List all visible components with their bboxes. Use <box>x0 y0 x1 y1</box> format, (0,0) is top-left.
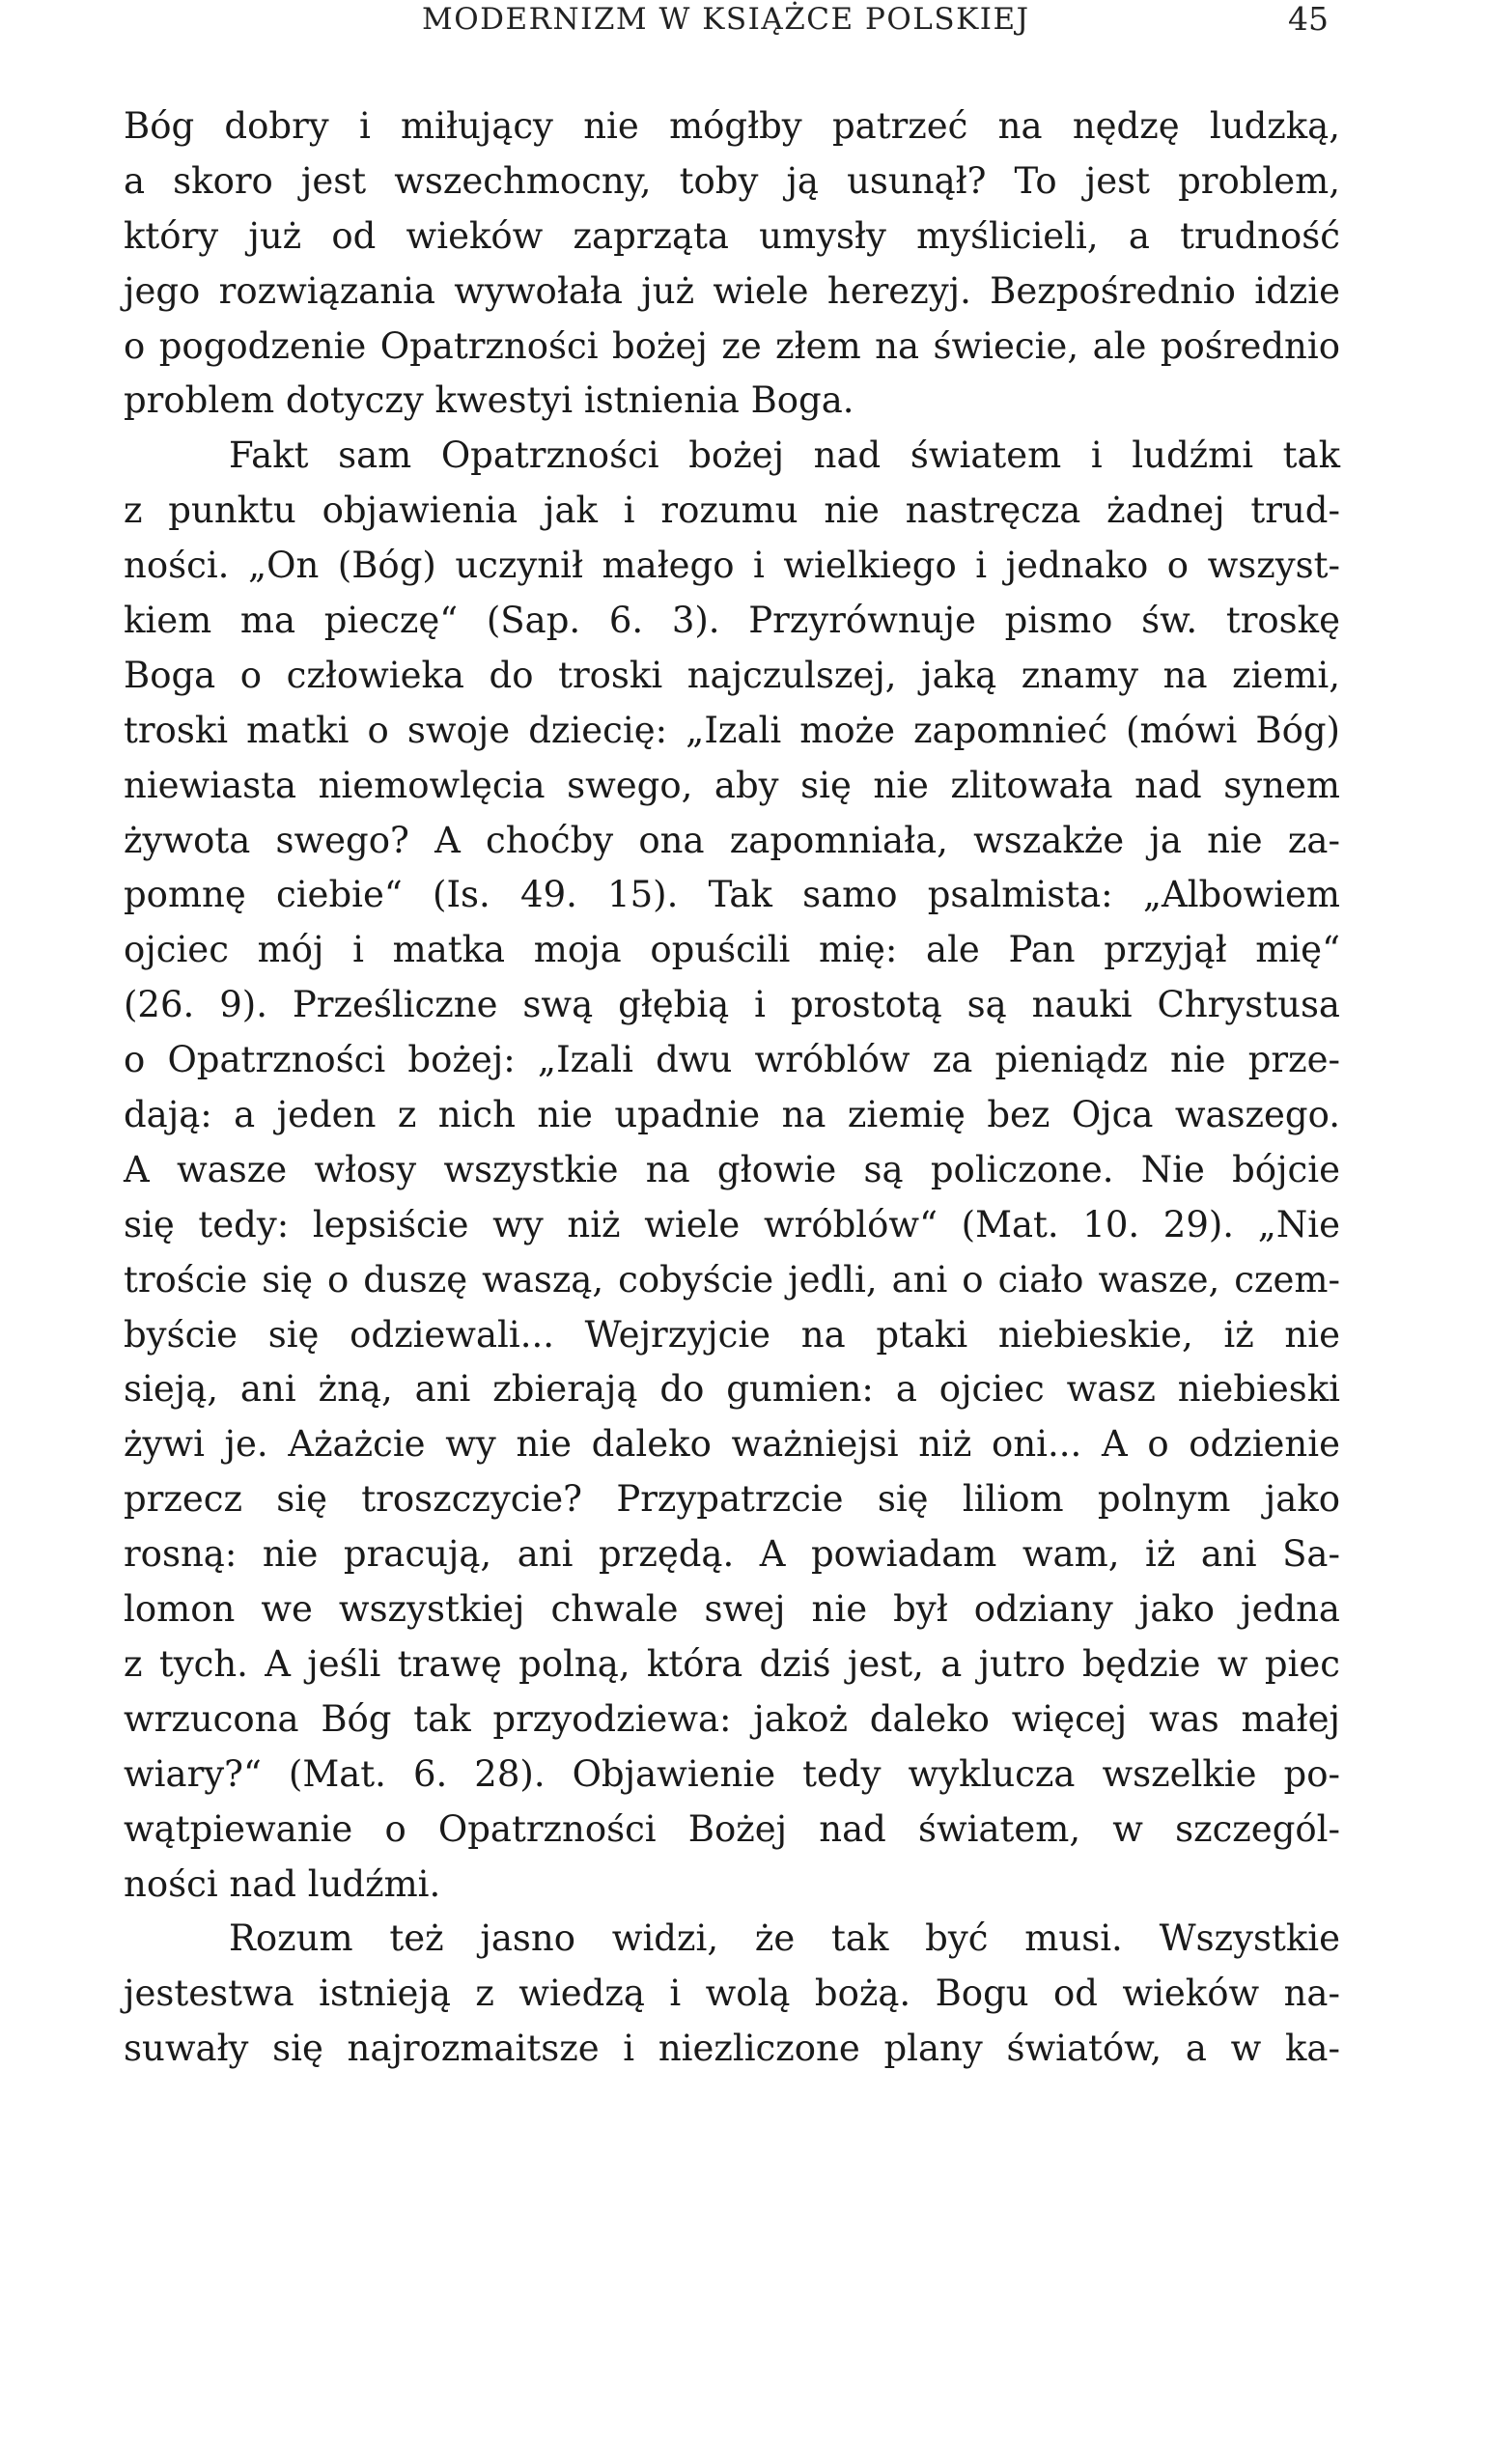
paragraph-end-line: problem dotyczy kwestyi istnienia Boga. <box>124 379 854 422</box>
text-line: dają: a jeden z nich nie upadnie na ziemię bez Ojca waszego. <box>124 1094 1340 1136</box>
running-head: MODERNIZM W KSIĄŻCE POLSKIEJ <box>422 2 1030 37</box>
text-line: z punktu objawienia jak i rozumu nie nastręcza żadnej trud- <box>124 490 1340 532</box>
text-line: troście się o duszę waszą, cobyście jedli, ani o ciało wasze, czem- <box>124 1258 1340 1301</box>
page-number: 45 <box>1288 0 1329 38</box>
text-line: jego rozwiązania wywołała już wiele herezyj. Bezpośrednio idzie <box>124 269 1340 312</box>
text-line: przecz się troszczycie? Przypatrzcie się liliom polnym jako <box>124 1478 1340 1521</box>
text-line: niewiasta niemowlęcia swego, aby się nie zlitowała nad synem <box>124 764 1340 806</box>
paragraph-end-line: ności nad ludźmi. <box>124 1862 441 1905</box>
text-line: a skoro jest wszechmocny, toby ją usunął? To jest problem, <box>124 159 1340 202</box>
text-line: lomon we wszystkiej chwale swej nie był odziany jako jedna <box>124 1588 1340 1631</box>
text-line: ojciec mój i matka moja opuścili mię: ale Pan przyjął mię“ <box>124 929 1340 971</box>
text-line: jestestwa istnieją z wiedzą i wolą bożą. Bogu od wieków na- <box>124 1972 1340 2015</box>
text-line: pomnę ciebie“ (Is. 49. 15). Tak samo psalmista: „Albowiem <box>124 874 1340 916</box>
text-line: byście się odziewali... Wejrzyjcie na ptaki niebieskie, iż nie <box>124 1313 1340 1356</box>
text-line: ności. „On (Bóg) uczynił małego i wielkiego i jednako o wszyst- <box>124 545 1340 587</box>
text-line: suwały się najrozmaitsze i niezliczone plany światów, a w ka- <box>124 2028 1340 2070</box>
text-line: który już od wieków zaprząta umysły myślicieli, a trudność <box>124 214 1340 257</box>
paragraph-start-line: Fakt sam Opatrzności bożej nad światem i ludźmi tak <box>229 434 1340 477</box>
text-line: Boga o człowieka do troski najczulszej, jaką znamy na ziemi, <box>124 654 1340 696</box>
text-line: wątpiewanie o Opatrzności Bożej nad światem, w szczegól- <box>124 1807 1340 1850</box>
text-line: wrzucona Bóg tak przyodziewa: jakoż daleko więcej was małej <box>124 1697 1340 1740</box>
text-line: wiary?“ (Mat. 6. 28). Objawienie tedy wyklucza wszelkie po- <box>124 1752 1340 1795</box>
body-text <box>124 99 1340 2077</box>
text-line: Bóg dobry i miłujący nie mógłby patrzeć na nędzę ludzką, <box>124 105 1340 147</box>
paragraph-start-line: Rozum też jasno widzi, że tak być musi. Wszystkie <box>229 1917 1340 1960</box>
text-line: się tedy: lepsiście wy niż wiele wróblów“ (Mat. 10. 29). „Nie <box>124 1203 1340 1245</box>
text-line: o Opatrzności bożej: „Izali dwu wróblów za pieniądz nie prze- <box>124 1039 1340 1081</box>
text-line: sieją, ani żną, ani zbierają do gumien: a ojciec wasz niebieski <box>124 1368 1340 1411</box>
text-line: (26. 9). Prześliczne swą głębią i prostotą są nauki Chrystusa <box>124 984 1340 1026</box>
text-line: troski matki o swoje dziecię: „Izali może zapomnieć (mówi Bóg) <box>124 709 1340 751</box>
text-line: żywota swego? A choćby ona zapomniała, wszakże ja nie za- <box>124 819 1340 861</box>
text-line: rosną: nie pracują, ani przędą. A powiadam wam, iż ani Sa- <box>124 1533 1340 1576</box>
text-line: żywi je. Ażażcie wy nie daleko ważniejsi niż oni... A o odzienie <box>124 1423 1340 1466</box>
text-line: z tych. A jeśli trawę polną, która dziś jest, a jutro będzie w piec <box>124 1642 1340 1685</box>
text-line: A wasze włosy wszystkie na głowie są policzone. Nie bójcie <box>124 1148 1340 1190</box>
text-line: o pogodzenie Opatrzności bożej ze złem na świecie, ale pośrednio <box>124 324 1340 367</box>
text-line: kiem ma pieczę“ (Sap. 6. 3). Przyrównuje pismo św. troskę <box>124 600 1340 642</box>
